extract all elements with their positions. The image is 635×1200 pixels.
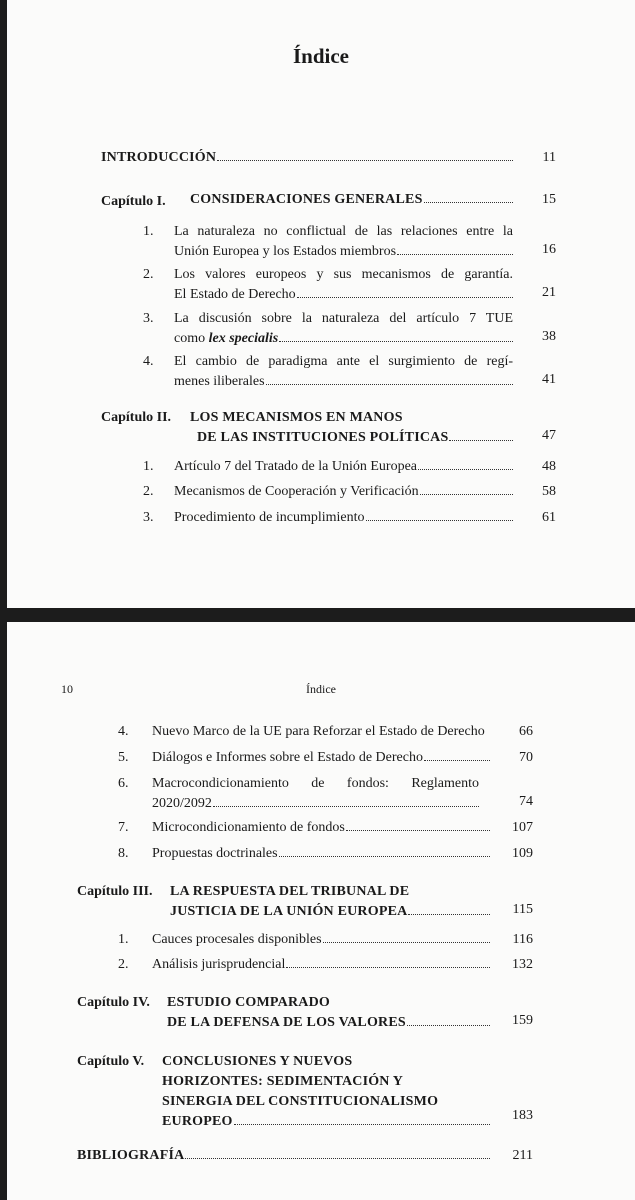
dot-leader: [286, 967, 490, 968]
page-number: 11: [542, 150, 556, 165]
book-page-2: [7, 622, 635, 1200]
page-number: 47: [542, 428, 556, 443]
item-number: 4.: [143, 354, 154, 369]
toc-entry-1-1[interactable]: [174, 222, 513, 262]
page-number: 16: [542, 242, 556, 257]
toc-entry-bibliografia[interactable]: [77, 1146, 490, 1166]
dot-leader: [397, 254, 513, 255]
page-number: 61: [542, 510, 556, 525]
dot-leader: [420, 494, 513, 495]
entry-line: Macrocondicionamiento de fondos: Reglamento: [152, 776, 479, 791]
entry-line: El Estado de Derecho: [174, 287, 296, 302]
chapter-label: Capítulo V.: [77, 1054, 145, 1069]
chapter-title-line: ESTUDIO COMPARADO: [167, 995, 330, 1010]
page-number: 70: [519, 750, 533, 765]
entry-line: Unión Europea y los Estados miembros: [174, 244, 397, 259]
toc-entry-2-2[interactable]: [174, 482, 513, 502]
chapter-label: Capítulo I.: [101, 194, 166, 209]
toc-entry-2-5[interactable]: [152, 748, 490, 768]
item-number: 1.: [143, 459, 154, 474]
item-number: 2.: [143, 484, 154, 499]
dot-leader: [323, 942, 490, 943]
running-page-number: 10: [61, 682, 73, 696]
page-number: 183: [512, 1108, 533, 1123]
page-number: 211: [512, 1148, 533, 1163]
page-number: 116: [512, 932, 533, 947]
page-number: 41: [542, 372, 556, 387]
chapter-title-line: LA RESPUESTA DEL TRIBUNAL DE: [170, 884, 410, 899]
item-number: 4.: [118, 724, 129, 739]
chapter-title-line: DE LA DEFENSA DE LOS VALORES: [167, 1015, 406, 1030]
page-number: 48: [542, 459, 556, 474]
dot-leader: [217, 160, 513, 161]
item-number: 6.: [118, 776, 129, 791]
item-number: 3.: [143, 311, 154, 326]
toc-entry-1-3[interactable]: [174, 309, 513, 349]
entry-line: La naturaleza no conflictual de las relaciones entre la: [174, 224, 513, 239]
dot-leader: [408, 914, 490, 915]
book-page-1: [7, 0, 635, 608]
item-number: 1.: [143, 224, 154, 239]
toc-entry-chapter-1[interactable]: [190, 190, 513, 210]
entry-line: Nuevo Marco de la UE para Reforzar el Estado de Derecho: [152, 724, 485, 739]
entry-line: Análisis jurisprudencial: [152, 957, 286, 972]
item-number: 8.: [118, 846, 129, 861]
toc-entry-2-8[interactable]: [152, 844, 490, 864]
toc-entry-2-6[interactable]: [152, 774, 479, 814]
toc-entry-2-1[interactable]: [174, 457, 513, 477]
page-number: 109: [512, 846, 533, 861]
page-number: 159: [512, 1013, 533, 1028]
entry-italic-term: lex specialis: [208, 331, 279, 346]
entry-line: Propuestas doctrinales: [152, 846, 278, 861]
dot-leader: [424, 202, 513, 203]
entry-line: menes iliberales: [174, 374, 265, 389]
chapter-title-line: LOS MECANISMOS EN MANOS: [190, 410, 403, 425]
entry-line: Los valores europeos y sus mecanismos de garantía.: [174, 267, 513, 282]
toc-entry-3-1[interactable]: [152, 930, 490, 950]
dot-leader: [424, 760, 490, 761]
toc-entry-chapter-2[interactable]: [190, 408, 513, 448]
dot-leader: [234, 1124, 490, 1125]
chapter-title-line: EUROPEO: [162, 1114, 233, 1129]
toc-entry-chapter-5[interactable]: [162, 1052, 490, 1132]
dot-leader: [185, 1158, 490, 1159]
toc-entry-chapter-4[interactable]: [167, 993, 490, 1033]
item-number: 2.: [118, 957, 129, 972]
item-number: 2.: [143, 267, 154, 282]
dot-leader: [213, 806, 479, 807]
page-number: 38: [542, 329, 556, 344]
dot-leader: [279, 341, 513, 342]
toc-entry-1-2[interactable]: [174, 265, 513, 305]
entry-line: 2020/2092: [152, 796, 212, 811]
dot-leader: [297, 297, 513, 298]
entry-line: Artículo 7 del Tratado de la Unión Europea: [174, 459, 418, 474]
entry-line: como: [174, 331, 206, 346]
page-number: 74: [519, 794, 533, 809]
dot-leader: [407, 1025, 490, 1026]
toc-entry-1-4[interactable]: [174, 352, 513, 392]
chapter-title-line: CONCLUSIONES Y NUEVOS: [162, 1054, 353, 1069]
toc-entry-2-3[interactable]: [174, 508, 513, 528]
page-number: 21: [542, 285, 556, 300]
dot-leader: [279, 856, 490, 857]
page-number: 107: [512, 820, 533, 835]
item-number: 1.: [118, 932, 129, 947]
toc-label: BIBLIOGRAFÍA: [77, 1148, 185, 1163]
page-number: 58: [542, 484, 556, 499]
chapter-title-line: HORIZONTES: SEDIMENTACIÓN Y: [162, 1074, 404, 1089]
chapter-title: CONSIDERACIONES GENERALES: [190, 192, 423, 207]
chapter-title-line: SINERGIA DEL CONSTITUCIONALISMO: [162, 1094, 439, 1109]
page-number: 15: [542, 192, 556, 207]
item-number: 5.: [118, 750, 129, 765]
entry-line: Microcondicionamiento de fondos: [152, 820, 345, 835]
chapter-label: Capítulo III.: [77, 884, 153, 899]
dot-leader: [418, 469, 513, 470]
page-number: 132: [512, 957, 533, 972]
dot-leader: [449, 440, 513, 441]
entry-line: Diálogos e Informes sobre el Estado de Derecho: [152, 750, 423, 765]
running-header: Índice: [306, 682, 336, 696]
entry-line: El cambio de paradigma ante el surgimiento de regí-: [174, 354, 513, 369]
entry-line: La discusión sobre la naturaleza del artículo 7 TUE: [174, 311, 513, 326]
toc-entry-chapter-3[interactable]: [170, 882, 490, 922]
item-number: 3.: [143, 510, 154, 525]
page-number: 66: [519, 724, 533, 739]
dot-leader: [266, 384, 513, 385]
toc-entry-3-2[interactable]: [152, 955, 490, 975]
chapter-title-line: JUSTICIA DE LA UNIÓN EUROPEA: [170, 904, 408, 919]
chapter-label: Capítulo IV.: [77, 995, 150, 1010]
entry-line: Mecanismos de Cooperación y Verificación: [174, 484, 419, 499]
page-number: 115: [512, 902, 533, 917]
dot-leader: [346, 830, 490, 831]
item-number: 7.: [118, 820, 129, 835]
entry-line: Cauces procesales disponibles: [152, 932, 322, 947]
entry-line: Procedimiento de incumplimiento: [174, 510, 365, 525]
dot-leader: [366, 520, 513, 521]
chapter-label: Capítulo II.: [101, 410, 172, 425]
chapter-title-line: DE LAS INSTITUCIONES POLÍTICAS: [197, 430, 449, 445]
page-title: Índice: [292, 44, 349, 68]
toc-entry-2-4[interactable]: [152, 722, 492, 742]
toc-entry-2-7[interactable]: [152, 818, 490, 838]
toc-entry-introduccion[interactable]: [101, 148, 513, 168]
toc-label: INTRODUCCIÓN: [101, 150, 217, 165]
